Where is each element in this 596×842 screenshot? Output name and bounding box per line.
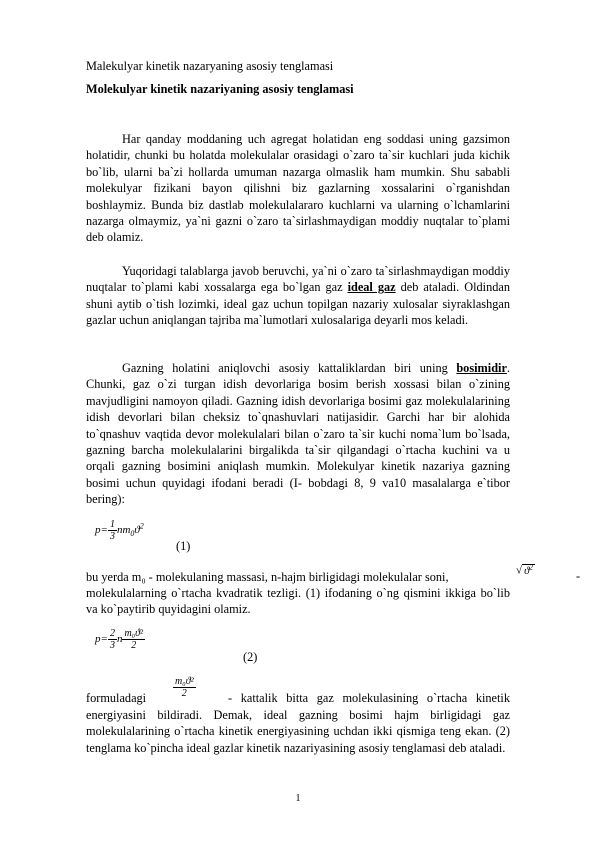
explanation-line: - kattalik bitta gaz molekulasining o`rtacha kinetik	[228, 691, 510, 705]
equation-number-2: (2)	[243, 650, 258, 664]
formula-term: n	[116, 633, 123, 646]
fraction	[173, 676, 196, 699]
fraction	[108, 519, 117, 542]
fraction-numerator: 1	[109, 519, 115, 530]
superscript: 2	[529, 563, 533, 571]
explanation-line: bu yerda m₀ - molekulaning massasi, n-hajm birligidagi molekulalar soni,	[86, 570, 449, 584]
formula-lhs: p=	[95, 633, 108, 646]
fraction-denominator: 3	[109, 531, 115, 542]
explanation-text: molekulalarning o`rtacha kvadratik tezligi. (1) ifodaning o`ng qismini ikkiga bo`lib va ko`paytirib quyidagini olamiz.	[86, 586, 510, 617]
kinetic-energy-fraction	[173, 676, 196, 699]
paragraph-text: . Chunki, gaz o`zi turgan idish devorlariga bosim berish xossasi bilan o`zining mavjudligini namoyon qiladi. Gazning idish devorlariga bosimi gaz molekulalarining idish devorlari bilan cheksiz to`qnashuvlari natijasidir. Garchi har bir alohida to`qnashuv vaqtida devor molekulalari bilan o`zaro ta`sir kuchi noma`lum bo`lsada, gazning barcha molekulalarini birgalikda ta`sir qilgandagi o`rtacha kuchini va u orqali gazning bosimini aniqlash mumkin. Molekulyar kinetik nazariya gazning bosimi uchun quyidagi ifodani beradi (I- bobdagi 8, 9 va10 masalalarga e`tibor bering):	[86, 361, 510, 507]
explanation-word: formuladagi	[86, 691, 147, 705]
fraction-denominator: 3	[109, 640, 115, 651]
page-title: Molekulyar kinetik nazariyaning asosiy tenglamasi	[86, 82, 354, 96]
term-bosimidir: bosimidir	[456, 361, 507, 375]
paragraph-pressure	[86, 360, 510, 508]
fraction	[122, 628, 145, 651]
term-ideal-gaz: ideal gaz	[347, 280, 396, 295]
paragraph-ideal-gas	[86, 263, 510, 329]
subscript: 0	[130, 529, 135, 539]
paragraph-text: Yuqoridagi talablarga javob beruvchi, ya`ni o`zaro ta`sirlashmaydigan moddiy nuqtalar to`plami kabi xossalarga ega bo`lgan gaz	[86, 264, 510, 295]
paragraph-text: Gazning holatini aniqlovchi asosiy kattaliklardan biri uning	[122, 361, 457, 375]
fraction	[108, 628, 117, 651]
paragraph-text: deb ataladi. Oldindan shuni aytib o`tish lozimki, ideal gaz uchun topilgan nazariy xulosalar siyraklashgan gazlar uchun aniqlangan tajriba ma`lumotlari xulosalariga deyarli mos keladi.	[86, 280, 511, 328]
velocity-symbol: ϑ	[524, 564, 530, 577]
fraction-numerator: 2	[109, 628, 115, 639]
fraction-numerator: m₀ϑ²	[124, 628, 144, 639]
fraction-denominator: 2	[181, 688, 187, 699]
sqrt-velocity: √ $ϑ^2$	[516, 563, 533, 577]
formula-lhs: p=	[95, 524, 108, 537]
fraction-denominator: 2	[131, 640, 137, 651]
fraction-numerator: m₀ϑ²	[175, 676, 194, 687]
superscript: 2	[139, 521, 144, 531]
formula-term: nm	[116, 524, 131, 537]
explanation-text: energiyasini bildiradi. Demak, ideal gazning bosimi hajm birligidagi gaz molekulalarining o`rtacha kinetik energiyasining uchdan ikki qismiga teng ekan. (2) tenglama ko`pincha ideal gazlar kinetik nazariyasining asosiy tenglamasi deb ataladi.	[86, 708, 510, 755]
equation-number-1: (1)	[176, 539, 191, 553]
paragraph-intro: Har qanday moddaning uch agregat holatidan eng soddasi uning gazsimon holatidir, chunki bu holatda molekulalar orasidagi o`zaro ta`sir kuchlari juda kichik bo`lib, ularni ba`zi hollarda umuman nazarga olmaslik ham mumkin. Shu sababli molekulyar fizikani bayon qilishni biz gazlarning xossalarini o`rganishdan boshlaymiz. Bunda biz dastlab molekulalararo kuchlarni va ularning o`lchamlarini nazarga olmaymiz, ya`ni gazni o`zaro ta`sirlashmaydigan moddiy nuqtalar to`plami deb olamiz.	[86, 132, 510, 245]
page-number: 1	[295, 793, 301, 804]
velocity-symbol: ϑ	[134, 524, 140, 537]
page-header: Malekulyar kinetik nazaryaning asosiy tenglamasi	[86, 59, 334, 73]
formula-2	[95, 628, 145, 651]
dash: -	[576, 569, 581, 583]
formula-1	[95, 519, 144, 542]
